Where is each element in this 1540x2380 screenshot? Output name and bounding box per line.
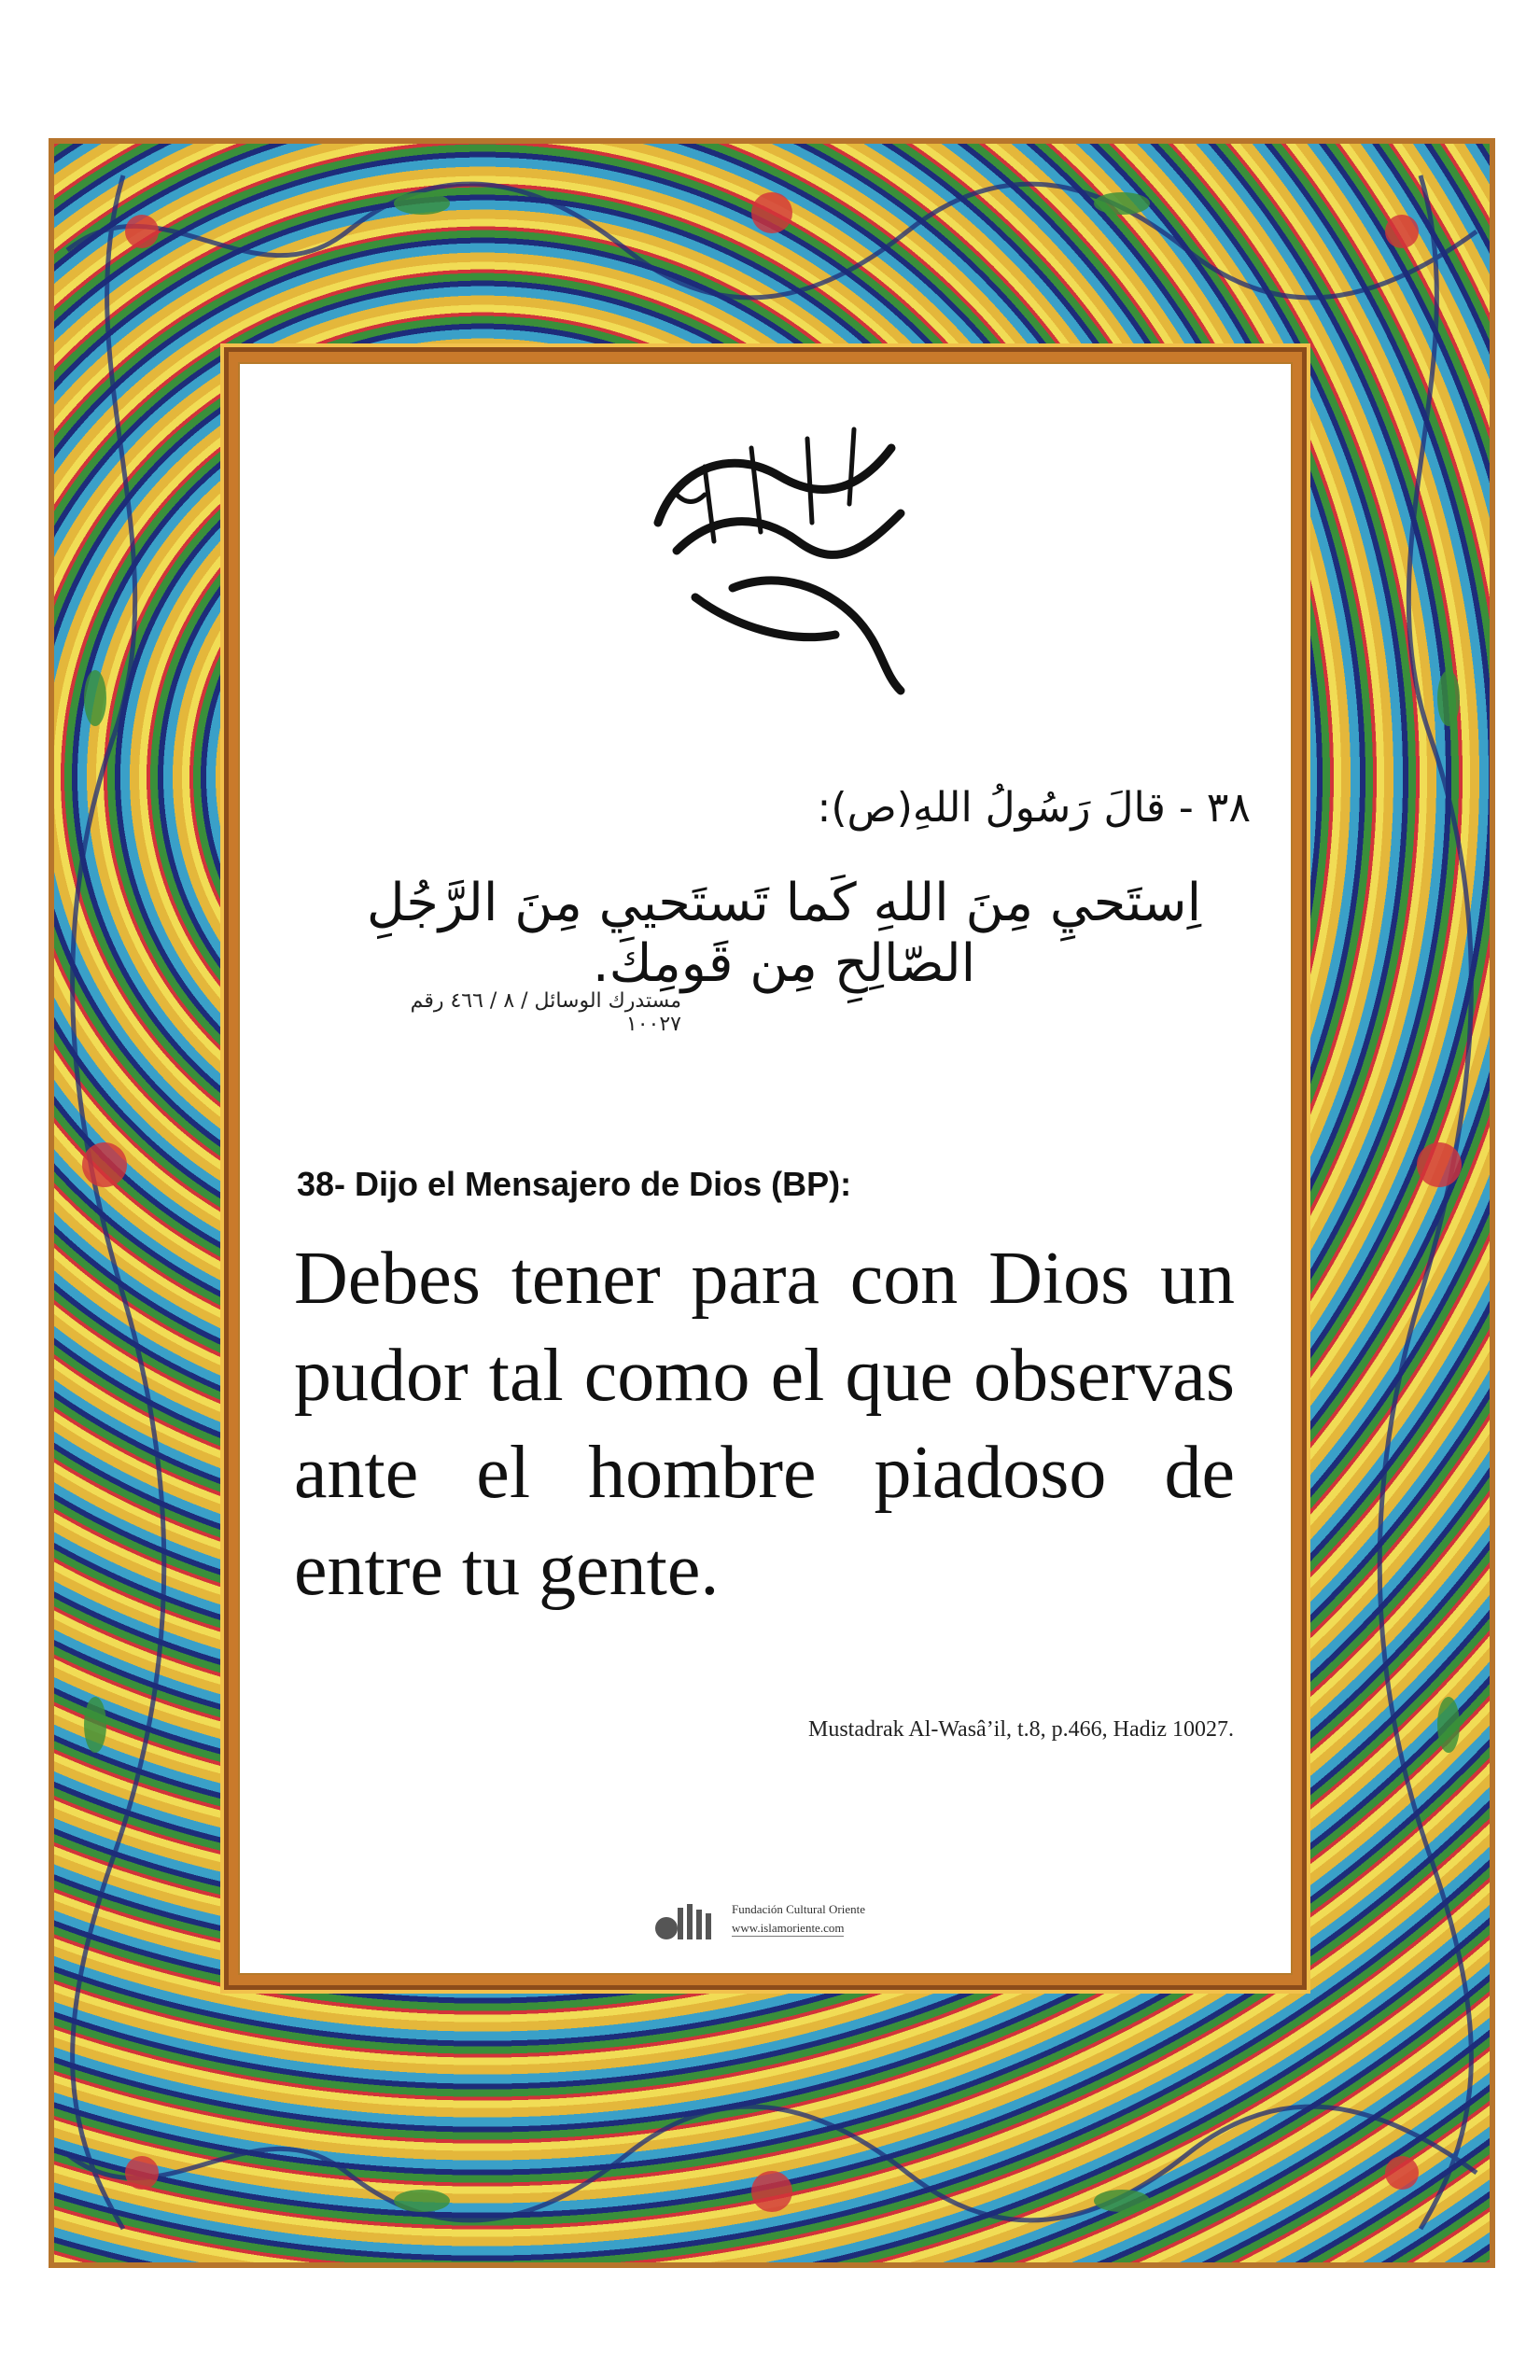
hadith-heading: 38- Dijo el Mensajero de Dios (BP): xyxy=(297,1165,852,1203)
source-citation: Mustadrak Al-Wasâ’il, t.8, p.466, Hadiz 10027. xyxy=(808,1717,1234,1742)
publisher-url: www.islamoriente.com xyxy=(732,1921,845,1935)
publisher-name: Fundación Cultural Oriente xyxy=(732,1902,865,1916)
arabic-hadith-text: اِستَحيِ مِنَ اللهِ كَما تَستَحيي مِنَ الرَّجُلِ الصّالِحِ مِن قَومِكَ. xyxy=(366,873,1202,994)
publisher-logo xyxy=(653,1895,887,1947)
bismillah-calligraphy-icon xyxy=(621,411,919,700)
arabic-source-citation: مستدرك الوسائل / ٨ / ٤٦٦ رقم ١٠٠٢٧ xyxy=(410,989,681,1036)
hadith-text: Debes tener para con Dios un pudor tal como el que observas ante el hombre piadoso de entre tu gente. xyxy=(294,1238,1235,1611)
arabic-hadith-heading: ٣٨ - قالَ رَسُولُ اللهِ(ص): xyxy=(817,784,1251,832)
fundacion-logo-icon xyxy=(653,1900,726,1943)
